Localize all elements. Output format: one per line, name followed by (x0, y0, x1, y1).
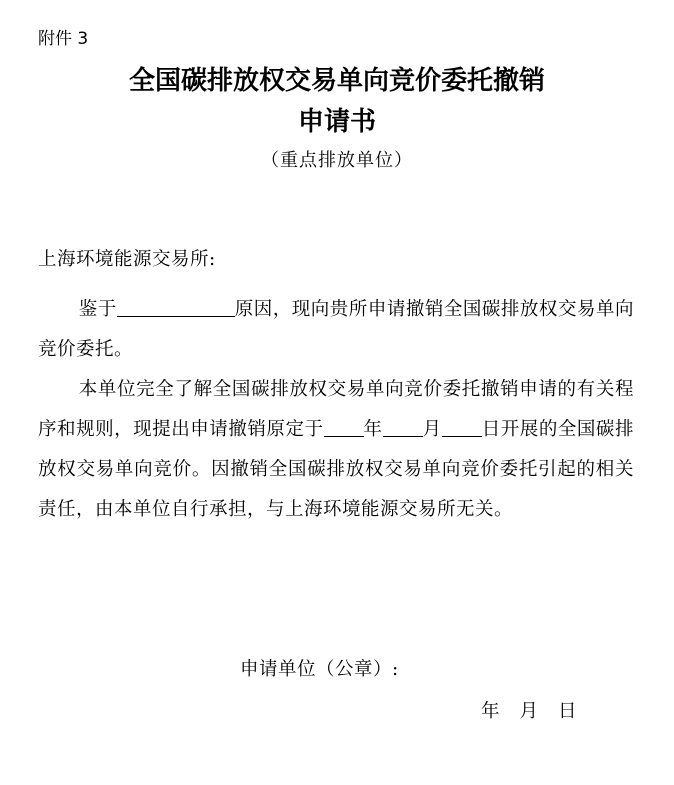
attachment-label: 附件 3 (38, 29, 89, 49)
paragraph-2-year: 年 (363, 419, 383, 440)
paragraph-1-prefix: 鉴于 (78, 299, 117, 320)
signature-label: 申请单位（公章）: (240, 659, 399, 680)
paragraph-2-day: 日 (481, 419, 501, 440)
document-title-line1: 全国碳排放权交易单向竞价委托撤销 (128, 66, 545, 96)
paragraph-2-part1: 本单位完全了解全国碳排放权交易单向竞价委托撤销申请的有关程序和规则，现提出申请撤销原定于 (38, 379, 634, 440)
paragraph-2-month: 月 (422, 419, 442, 440)
salutation: 上海环境能源交易所: (38, 249, 216, 270)
paragraph-2-part2: 开展的全国碳排放权交易单向竞价。因撤销全国碳排放权交易单向竞价委托引起的相关责任，由本单位自行承担，与上海环境能源交易所无关。 (38, 419, 634, 520)
year-blank (324, 417, 364, 437)
document-title-line2: 申请书 (297, 107, 376, 137)
signature-date (481, 697, 577, 723)
reason-blank (117, 297, 235, 317)
day-blank (442, 417, 482, 437)
paragraph-1 (38, 290, 634, 370)
document-subtitle: （重点排放单位） (261, 150, 413, 171)
signature-month: 月 (519, 701, 539, 722)
signature-day: 日 (558, 701, 577, 722)
paragraph-2 (38, 370, 634, 530)
paragraph-1-suffix: 原因，现向贵所申请撤销全国碳排放权交易单向竞价委托。 (38, 299, 634, 360)
signature-year: 年 (481, 701, 500, 722)
month-blank (383, 417, 423, 437)
